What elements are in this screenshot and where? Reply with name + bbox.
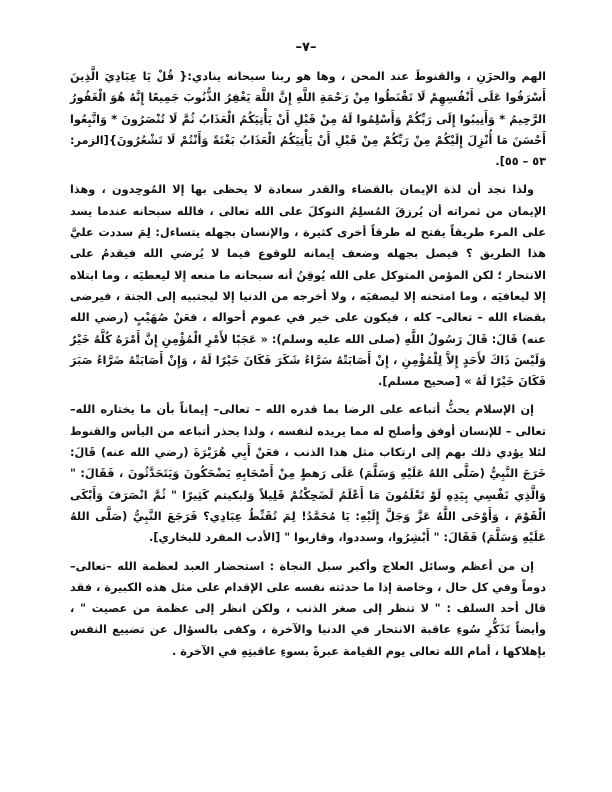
body-text <box>70 66 546 669</box>
paragraph-means-of-remedy: إن من أعظم وسائل العلاج وأكبر سبل النجاة : استحضار العبد لعظمة الله –تعالى– دوماً وفي كل حال ، وخاصة إذا ما حدثته نفسه على الإقدام على مثل هذه الكبيرة ، فقد قال أحد السلف : " لا تنظر إلى صغر الذنب ، ولكن انظر إلى عظمة من عصيت " ، وأيضاً تَذَكُّرِ سُوءِ عاقبة الانتحار في الدنيا والآخرة ، وكفى بالسؤال عن تضييع النفس بإهلاكها ، أمام الله تعالى يوم القيامة عبرةً بسوءِ عاقبتِهِ في الآخرة . <box>70 559 546 658</box>
paragraph-islam-urges-contentment: إن الإسلام يحثُّ أتباعه على الرضا بما قدره الله – تعالى– إيماناً بأن ما يختاره الله– تعالى – للإنسان أوفق وأصلح له مما يريده لنفسه ، ولذا يحذر أتباعه من اليأس والقنوط لئلا يؤدي ذلك بهم إلى ارتكاب مثل هذا الذنب ، فعَنْ أَبِي هُرَيْرَةَ (رضي الله عنه) قَالَ: خَرَجَ النَّبِيُّ (صَلَّى اللهُ عَلَيْهِ وَسَلَّمَ) عَلَى رَهطٍ مِنْ أَصْحَابِهِ يَضْحَكُونَ وَيَتَحَدَّثُونَ ، فَقَالَ: " وَالَّذِي نَفْسِي بِيَدِهِ لَوْ تَعْلَمُونَ مَا أَعْلَمُ لَضَحِكْتُمْ قَلِيلاً وَلبكيتم كَثِيرًا " ثُمَّ انْصَرَفَ وَأَبْكَى الْقَوْمَ ، وَأَوْحَى اللَّهُ عَزَّ وَجَلَّ إِلَيْهِ: يَا مُحَمَّدُ! لِمَ تُقَنِّطُ عِبَادِي؟ فَرَجَعَ النَّبِيُّ (صَلَّى اللهُ عَلَيْهِ وَسَلَّمَ) فَقَالَ: " أَبْشِرُوا، وسددوا، وقاربوا " [الأدب المفرد للبخاري]. <box>70 403 546 545</box>
paragraph-faith-and-destiny: ولذا نجد أن لذة الإيمان بالقضاء والقدر سعادة لا يحظى بها إلا المُوحِدون ، وهذا الإيمان من ثمراته أن يُرزقَ المُسلِمُ التوكلَ على الله تعالى ، فالله سبحانه عندما يسد على المرء طريقاً يفتح له طرقاً أخرى كثيرة ، والإنسان بجهله يتساءل: لِمَ سددت عليَّ هذا الطريق ؟ فيصل بجهله وضعف إيمانه للوقوع فيما لا يُرضي الله فيقدمُ على الانتحار ؛ لكن المؤمن المتوكل على الله يُوقِنُ أنه سبحانه ما منعه إلا ليعطيَه ، وما ابتلاه إلا ليعافيَه ، وما امتحنه إلا ليصفيَه ، ولا أخرجه من الدنيا إلا ليجتبيه إلى الجنة ، فيرضى بقضاء الله – تعالى– كله ، فيكون على خير في عموم أحواله ، فعَنْ صُهَيْبٍ (رضي الله عنه) قَالَ: قَالَ رَسُولُ اللَّهِ (صلى الله عليه وسلم): « عَجَبًا لأَمْرِ الْمُؤْمِنِ إِنَّ أَمْرَهُ كُلَّهُ خَيْرٌ وَلَيْسَ ذَاكَ لأَحَدٍ إِلاَّ لِلْمُؤْمِنِ ، إِنْ أَصَابَتْهُ سَرَّاءُ شَكَرَ فَكَانَ خَيْرًا لَهُ ، وَإِنْ أَصَابَتْهُ ضَرَّاءُ صَبَرَ فَكَانَ خَيْرًا لَهُ » [صحيح مسلم]. <box>70 183 546 389</box>
page-number: –٧– <box>295 40 317 55</box>
paragraph-quran-verse: الهم والحزَنِ ، والقنوطَ عند المحن ، وها هو ربنا سبحانه ينادي:{ قُلْ يَا عِبَادِيَ الَّذِينَ أَسْرَفُوا عَلَى أَنْفُسِهِمْ لَا تَقْنَطُوا مِنْ رَحْمَةِ اللَّهِ إِنَّ اللَّهَ يَغْفِرُ الذُّنُوبَ جَمِيعًا إِنَّهُ هُوَ الْغَفُورُ الرَّحِيمُ * وَأَنِيبُوا إِلَى رَبِّكُمْ وَأَسْلِمُوا لَهُ مِنْ قَبْلِ أَنْ يَأْتِيَكُمُ الْعَذَابُ ثُمَّ لَا تُنْصَرُونَ * وَاتَّبِعُوا أَحْسَنَ مَا أُنْزِلَ إِلَيْكُمْ مِنْ رَبِّكُمْ مِنْ قَبْلِ أَنْ يَأْتِيَكُمُ الْعَذَابُ بَغْتَةً وَأَنْتُمْ لَا تَشْعُرُونَ}[الزمر: ٥٣ – ٥٥]. <box>70 70 546 169</box>
